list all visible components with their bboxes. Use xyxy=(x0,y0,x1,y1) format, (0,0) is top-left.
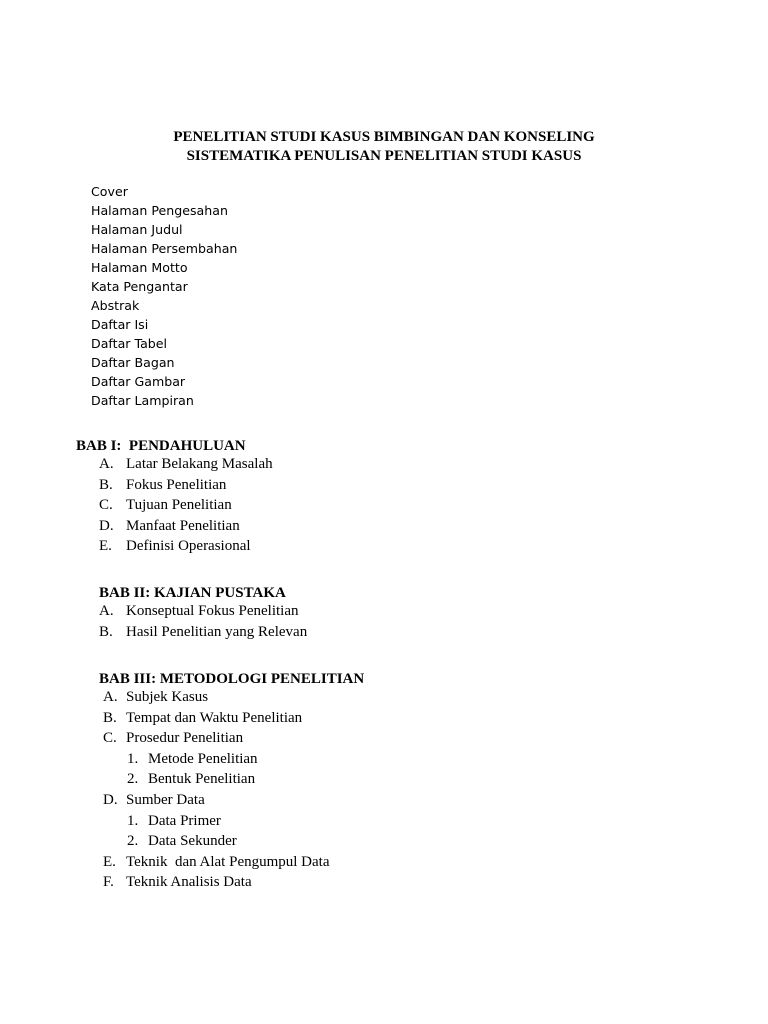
list-marker: D. xyxy=(103,791,118,808)
list-marker: 2. xyxy=(127,771,139,788)
list-item-text: Hasil Penelitian yang Relevan xyxy=(126,623,308,640)
list-item-text: Definisi Operasional xyxy=(126,538,251,555)
list-item-text: Latar Belakang Masalah xyxy=(126,456,273,472)
list-item-text: Teknik Analisis Data xyxy=(126,874,252,891)
front-matter-item: Halaman Pengesahan xyxy=(91,203,228,218)
list-marker: C. xyxy=(103,730,117,747)
list-marker: E. xyxy=(99,538,112,555)
list-marker: C. xyxy=(99,497,113,514)
front-matter-item: Daftar Bagan xyxy=(91,355,175,370)
front-matter-item: Daftar Gambar xyxy=(91,374,186,389)
list-marker: F. xyxy=(103,874,114,891)
bab-2-heading: BAB II: KAJIAN PUSTAKA xyxy=(99,585,286,601)
front-matter-item: Halaman Persembahan xyxy=(91,241,238,256)
list-item-text: Manfaat Penelitian xyxy=(126,517,240,534)
list-marker: E. xyxy=(103,853,116,870)
list-marker: B. xyxy=(99,476,113,493)
front-matter-item: Daftar Isi xyxy=(91,317,149,332)
document-title-line-2: SISTEMATIKA PENULISAN PENELITIAN STUDI KASUS xyxy=(186,148,582,164)
list-item-text: Metode Penelitian xyxy=(148,750,258,767)
list-item-text: Tujuan Penelitian xyxy=(126,497,232,514)
list-marker: B. xyxy=(99,623,113,640)
list-item-text: Tempat dan Waktu Penelitian xyxy=(126,709,303,726)
list-marker: 2. xyxy=(127,833,139,850)
list-marker: 1. xyxy=(127,750,139,767)
front-matter-item: Halaman Judul xyxy=(91,222,183,237)
list-item-text: Fokus Penelitian xyxy=(126,476,227,493)
front-matter-item: Daftar Lampiran xyxy=(91,393,194,408)
bab-1-heading: BAB I: PENDAHULUAN xyxy=(76,438,246,454)
list-item-text: Bentuk Penelitian xyxy=(148,771,256,788)
front-matter-list xyxy=(91,182,237,410)
list-marker: B. xyxy=(103,709,117,726)
list-item-text: Sumber Data xyxy=(126,791,205,808)
front-matter-item: Halaman Motto xyxy=(91,260,188,275)
list-marker: D. xyxy=(99,517,114,534)
front-matter-item: Kata Pengantar xyxy=(91,279,188,294)
list-marker: A. xyxy=(99,603,114,619)
bab-3-heading: BAB III: METODOLOGI PENELITIAN xyxy=(99,671,365,687)
list-item-text: Data Sekunder xyxy=(148,833,237,850)
document-title-line-1: PENELITIAN STUDI KASUS BIMBINGAN DAN KONSELING xyxy=(173,129,595,145)
list-marker: A. xyxy=(99,456,114,472)
front-matter-item: Cover xyxy=(91,184,128,199)
front-matter-item: Abstrak xyxy=(91,298,140,313)
list-item-text: Konseptual Fokus Penelitian xyxy=(126,603,299,619)
list-marker: 1. xyxy=(127,812,139,829)
list-item-text: Prosedur Penelitian xyxy=(126,730,244,747)
front-matter-item: Daftar Tabel xyxy=(91,336,168,351)
list-item-text: Teknik dan Alat Pengumpul Data xyxy=(126,853,330,870)
list-item-text: Subjek Kasus xyxy=(126,689,209,705)
list-item-text: Data Primer xyxy=(148,812,221,829)
list-marker: A. xyxy=(103,689,118,705)
